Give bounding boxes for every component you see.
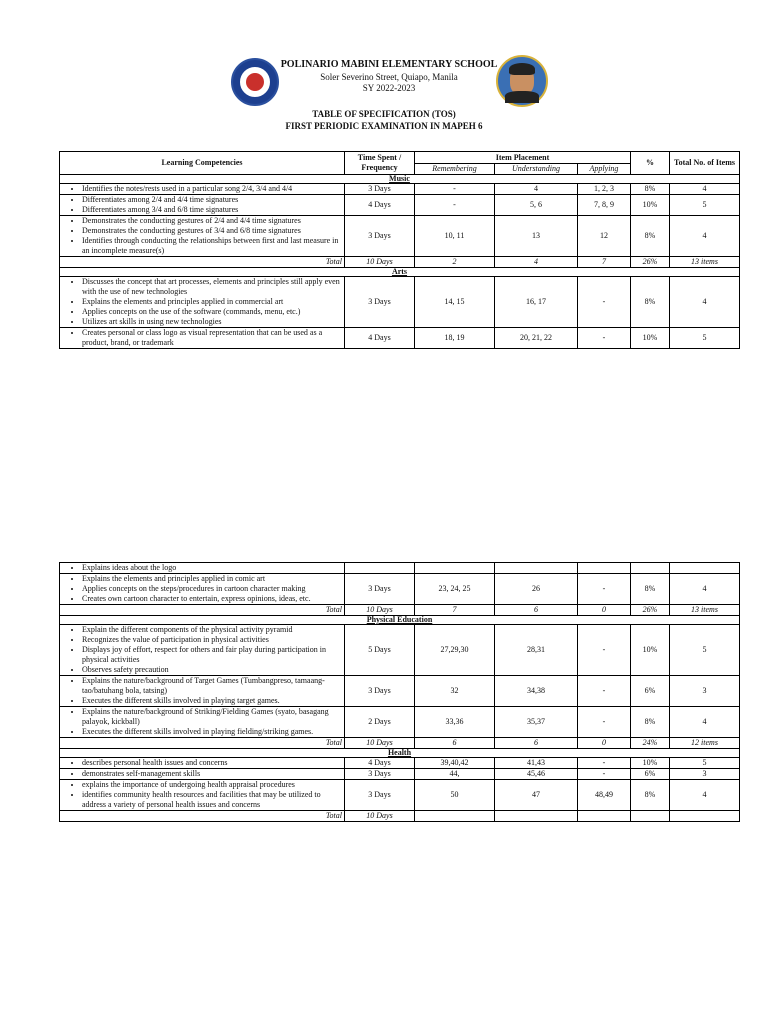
total-understanding: 4	[495, 257, 578, 268]
understanding-cell: 20, 21, 22	[495, 328, 578, 349]
understanding-cell: 16, 17	[495, 277, 578, 328]
competency-item: • Utilizes art skills in using new technologies	[82, 317, 342, 327]
time-cell: 4 Days	[345, 758, 415, 769]
table-row	[60, 574, 740, 605]
total-items-cell	[670, 563, 740, 574]
competency-item: • explains the importance of undergoing health appraisal procedures	[82, 780, 342, 790]
competency-item: • Explains ideas about the logo	[82, 563, 342, 573]
total-items-cell: 3	[670, 769, 740, 780]
total-items: 13 items	[670, 605, 740, 616]
percent-cell: 8%	[631, 216, 670, 257]
total-remembering	[415, 811, 495, 822]
total-items-cell: 4	[670, 184, 740, 195]
deped-seal-icon	[231, 58, 279, 106]
section-pe: Physical Education	[60, 616, 740, 625]
competency-item: • describes personal health issues and concerns	[82, 758, 342, 768]
section-arts: Arts	[60, 268, 740, 277]
applying-cell: -	[578, 625, 631, 676]
competency-cell	[60, 277, 345, 328]
competency-item: • Discusses the concept that art processes, elements and principles still apply even with the use of new technologies	[82, 277, 342, 297]
competency-cell	[60, 780, 345, 811]
competency-item: • Explains the elements and principles applied in comic art	[82, 574, 342, 584]
remembering-cell: 33,36	[415, 707, 495, 738]
understanding-cell: 4	[495, 184, 578, 195]
time-cell: 3 Days	[345, 216, 415, 257]
remembering-cell: 44,	[415, 769, 495, 780]
total-label: Total	[60, 605, 345, 616]
remembering-cell: -	[415, 184, 495, 195]
remembering-cell: 23, 24, 25	[415, 574, 495, 605]
tos-table-part2	[59, 562, 740, 822]
applying-cell: -	[578, 676, 631, 707]
table-row	[60, 563, 740, 574]
understanding-cell: 26	[495, 574, 578, 605]
total-label: Total	[60, 738, 345, 749]
understanding-cell	[495, 563, 578, 574]
table-row	[60, 184, 740, 195]
time-cell: 4 Days	[345, 195, 415, 216]
competency-item: • Recognizes the value of participation in physical activities	[82, 635, 342, 645]
table-row	[60, 216, 740, 257]
total-row	[60, 257, 740, 268]
table-row	[60, 328, 740, 349]
total-items-cell: 3	[670, 676, 740, 707]
school-name: POLINARIO MABINI ELEMENTARY SCHOOL	[280, 59, 498, 70]
time-cell: 4 Days	[345, 328, 415, 349]
competency-cell	[60, 758, 345, 769]
total-items: 12 items	[670, 738, 740, 749]
table-row	[60, 758, 740, 769]
total-percent: 26%	[631, 257, 670, 268]
table-row	[60, 676, 740, 707]
time-cell: 3 Days	[345, 574, 415, 605]
table-row	[60, 707, 740, 738]
table-row	[60, 625, 740, 676]
competency-cell	[60, 574, 345, 605]
competency-cell	[60, 676, 345, 707]
remembering-cell: -	[415, 195, 495, 216]
total-items-cell: 5	[670, 328, 740, 349]
competency-item: • Identifies the notes/rests used in a particular song 2/4, 3/4 and 4/4	[82, 184, 342, 194]
competency-cell	[60, 625, 345, 676]
section-health: Health	[60, 749, 740, 758]
header-competencies: Learning Competencies	[60, 152, 345, 175]
competency-item: • Applies concepts on the use of the software (commands, menu, etc.)	[82, 307, 342, 317]
competency-cell	[60, 184, 345, 195]
total-time: 10 Days	[345, 811, 415, 822]
total-applying: 0	[578, 605, 631, 616]
total-row	[60, 811, 740, 822]
applying-cell: -	[578, 707, 631, 738]
total-percent: 24%	[631, 738, 670, 749]
time-cell: 5 Days	[345, 625, 415, 676]
header-placement: Item Placement	[415, 152, 631, 164]
understanding-cell: 35,37	[495, 707, 578, 738]
competency-item: • Creates personal or class logo as visual representation that can be used as a product, brand, or trademark	[82, 328, 342, 348]
total-applying	[578, 811, 631, 822]
competency-cell	[60, 769, 345, 780]
applying-cell: -	[578, 574, 631, 605]
header-understanding: Understanding	[495, 164, 578, 175]
remembering-cell: 14, 15	[415, 277, 495, 328]
competency-item: • demonstrates self-management skills	[82, 769, 342, 779]
applying-cell: 7, 8, 9	[578, 195, 631, 216]
competency-cell	[60, 216, 345, 257]
competency-item: • Executes the different skills involved in playing target games.	[82, 696, 342, 706]
understanding-cell: 41,43	[495, 758, 578, 769]
remembering-cell: 39,40,42	[415, 758, 495, 769]
section-music: Music	[60, 175, 740, 184]
competency-cell	[60, 328, 345, 349]
total-applying: 0	[578, 738, 631, 749]
remembering-cell: 27,29,30	[415, 625, 495, 676]
understanding-cell: 47	[495, 780, 578, 811]
time-cell: 3 Days	[345, 780, 415, 811]
competency-item: • Explains the nature/background of Target Games (Tumbangpreso, tamaang-tao/batuhang bola, tatsing)	[82, 676, 342, 696]
time-cell: 3 Days	[345, 184, 415, 195]
remembering-cell: 18, 19	[415, 328, 495, 349]
time-cell: 3 Days	[345, 277, 415, 328]
school-year: SY 2022-2023	[362, 83, 416, 93]
table-row	[60, 195, 740, 216]
time-cell: 3 Days	[345, 769, 415, 780]
percent-cell: 10%	[631, 328, 670, 349]
total-row	[60, 738, 740, 749]
total-items: 13 items	[670, 257, 740, 268]
understanding-cell: 5, 6	[495, 195, 578, 216]
total-percent	[631, 811, 670, 822]
time-cell	[345, 563, 415, 574]
percent-cell: 8%	[631, 574, 670, 605]
competency-cell	[60, 195, 345, 216]
total-items-cell: 4	[670, 216, 740, 257]
total-remembering: 6	[415, 738, 495, 749]
total-time: 10 Days	[345, 605, 415, 616]
percent-cell: 10%	[631, 195, 670, 216]
competency-cell	[60, 707, 345, 738]
header-applying: Applying	[578, 164, 631, 175]
competency-item: • Explains the nature/background of Striking/Fielding Games (syato, basagang palayok, kickball)	[82, 707, 342, 727]
remembering-cell: 10, 11	[415, 216, 495, 257]
percent-cell: 10%	[631, 625, 670, 676]
applying-cell: 48,49	[578, 780, 631, 811]
remembering-cell: 32	[415, 676, 495, 707]
header-percent: %	[631, 152, 670, 175]
remembering-cell: 50	[415, 780, 495, 811]
competency-item: • Explains the elements and principles applied in commercial art	[82, 297, 342, 307]
total-items-cell: 4	[670, 574, 740, 605]
total-items-cell: 5	[670, 625, 740, 676]
total-items-cell: 4	[670, 277, 740, 328]
applying-cell: -	[578, 277, 631, 328]
total-understanding	[495, 811, 578, 822]
document-header	[0, 52, 768, 132]
percent-cell: 6%	[631, 769, 670, 780]
total-remembering: 2	[415, 257, 495, 268]
school-logo-icon	[496, 55, 548, 107]
total-items-cell: 5	[670, 195, 740, 216]
understanding-cell: 45,46	[495, 769, 578, 780]
table-row	[60, 277, 740, 328]
header-total: Total No. of Items	[670, 152, 740, 175]
table-row	[60, 769, 740, 780]
school-address: Soler Severino Street, Quiapo, Manila	[320, 72, 458, 82]
competency-item: • Identifies through conducting the relationships between first and last measure in an incomplete measure(s)	[82, 236, 342, 256]
applying-cell	[578, 563, 631, 574]
total-applying: 7	[578, 257, 631, 268]
remembering-cell	[415, 563, 495, 574]
competency-item: • Observes safety precaution	[82, 665, 342, 675]
competency-item: • Differentiates among 2/4 and 4/4 time signatures	[82, 195, 342, 205]
total-understanding: 6	[495, 605, 578, 616]
total-label: Total	[60, 811, 345, 822]
time-cell: 2 Days	[345, 707, 415, 738]
percent-cell: 8%	[631, 780, 670, 811]
applying-cell: 12	[578, 216, 631, 257]
applying-cell: -	[578, 328, 631, 349]
competency-item: • Executes the different skills involved in playing fielding/striking games.	[82, 727, 342, 737]
competency-item: • Explain the different components of the physical activity pyramid	[82, 625, 342, 635]
competency-item: • Demonstrates the conducting gestures of 2/4 and 4/4 time signatures	[82, 216, 342, 226]
understanding-cell: 28,31	[495, 625, 578, 676]
total-understanding: 6	[495, 738, 578, 749]
percent-cell: 6%	[631, 676, 670, 707]
percent-cell: 8%	[631, 184, 670, 195]
document-title: TABLE OF SPECIFICATION (TOS)	[312, 109, 456, 119]
competency-item: • Displays joy of effort, respect for others and fair play during participation in physical activities	[82, 645, 342, 665]
tos-table-part1	[59, 151, 740, 349]
competency-item: • Demonstrates the conducting gestures of 3/4 and 6/8 time signatures	[82, 226, 342, 236]
total-time: 10 Days	[345, 738, 415, 749]
percent-cell: 10%	[631, 758, 670, 769]
total-time: 10 Days	[345, 257, 415, 268]
applying-cell: -	[578, 769, 631, 780]
header-time: Time Spent / Frequency	[345, 152, 415, 175]
total-items	[670, 811, 740, 822]
total-remembering: 7	[415, 605, 495, 616]
total-items-cell: 4	[670, 707, 740, 738]
percent-cell	[631, 563, 670, 574]
understanding-cell: 13	[495, 216, 578, 257]
competency-item: • Creates own cartoon character to entertain, express opinions, ideas, etc.	[82, 594, 342, 604]
competency-item: • identifies community health resources and facilities that may be utilized to address a variety of personal health issues and concerns	[82, 790, 342, 810]
document-subtitle: FIRST PERIODIC EXAMINATION IN MAPEH 6	[285, 121, 483, 131]
total-percent: 26%	[631, 605, 670, 616]
total-items-cell: 4	[670, 780, 740, 811]
total-label: Total	[60, 257, 345, 268]
understanding-cell: 34,38	[495, 676, 578, 707]
percent-cell: 8%	[631, 707, 670, 738]
table-row	[60, 780, 740, 811]
competency-cell	[60, 563, 345, 574]
total-row	[60, 605, 740, 616]
applying-cell: -	[578, 758, 631, 769]
total-items-cell: 5	[670, 758, 740, 769]
percent-cell: 8%	[631, 277, 670, 328]
time-cell: 3 Days	[345, 676, 415, 707]
competency-item: • Differentiates among 3/4 and 6/8 time signatures	[82, 205, 342, 215]
applying-cell: 1, 2, 3	[578, 184, 631, 195]
competency-item: • Applies concepts on the steps/procedures in cartoon character making	[82, 584, 342, 594]
header-remembering: Remembering	[415, 164, 495, 175]
